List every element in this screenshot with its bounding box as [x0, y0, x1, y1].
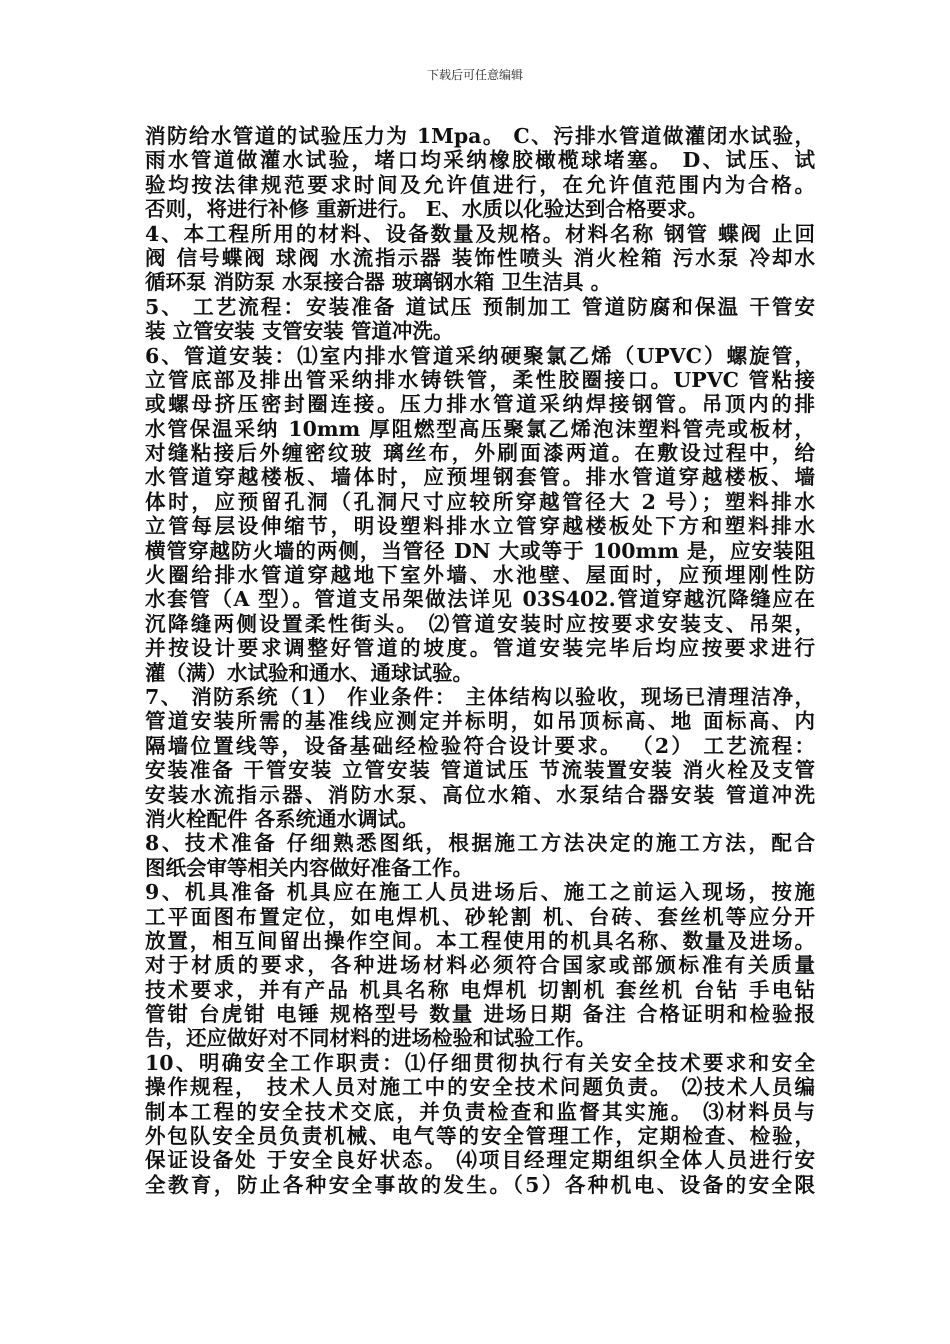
text-line: 装 立管安装 支管安装 管道冲洗。 [145, 319, 454, 344]
text-line: 工平面图布置定位，如电焊机、砂轮割 机、台砖、套丝机等应分开 [145, 904, 815, 929]
text-line: 7、 消防系统（1） 作业条件： 主体结构以验收，现场已清理洁净， [145, 684, 815, 709]
text-line: 告，还应做好对不同材料的进场检验和试验工作。 [145, 1026, 596, 1051]
text-line: 立管底部及排出管采纳排水铸铁管，柔性胶圈接口。UPVC 管粘接 [145, 367, 815, 392]
page-header: 下载后可任意编辑 [426, 68, 523, 82]
text-line: 雨水管道做灌水试验，堵口均采纳橡胶橄榄球堵塞。 D、试压、试 [145, 148, 815, 173]
text-line: 消火栓配件 各系统通水调试。 [145, 806, 419, 831]
text-line: 并按设计要求调整好管道的坡度。管道安装完毕后均应按要求进行 [145, 636, 815, 661]
text-line: 安装水流指示器、消防水泵、高位水箱、水泵结合器安装 管道冲洗 [145, 782, 815, 807]
text-line: 横管穿越防火墙的两侧，当管径 DN 大或等于 100mm 是，应安装阻 [145, 538, 815, 563]
text-line: 操作规程， 技术人员对施工中的安全技术问题负责。 ⑵技术人员编 [145, 1075, 815, 1100]
text-line: 阀 信号蝶阀 球阀 水流指示器 装饰性喷头 消火栓箱 污水泵 冷却水 [145, 245, 815, 270]
text-line: 对缝粘接后外缠密纹玻 璃丝布，外刷面漆两道。在敷设过程中，给 [145, 441, 815, 466]
text-line: 10、明确安全工作职责：⑴仔细贯彻执行有关安全技术要求和安全 [145, 1050, 815, 1075]
text-line: 水管道穿越楼板、墙体时，应预埋钢套管。排水管道穿越楼板、墙 [145, 465, 815, 490]
text-line: 保证设备处 于安全良好状态。 ⑷项目经理定期组织全体人员进行安 [145, 1148, 815, 1173]
text-line: 消防给水管道的试验压力为 1Mpa。 C、污排水管道做灌闭水试验， [145, 124, 815, 148]
text-line: 9、机具准备 机具应在施工人员进场后、施工之前运入现场，按施 [145, 880, 815, 905]
text-line: 制本工程的安全技术交底，并负责检查和监督其实施。 ⑶材料员与 [145, 1099, 815, 1124]
text-line: 水套管（A 型）。管道支吊架做法详见 03S402.管道穿越沉降缝应在 [145, 587, 815, 612]
text-line: 管钳 台虎钳 电锤 规格型号 数量 进场日期 备注 合格证明和检验报 [145, 1002, 815, 1027]
text-line: 放置，相互间留出操作空间。本工程使用的机具名称、数量及进场。 [145, 928, 815, 953]
text-line: 技术要求，并有产品 机具名称 电焊机 切割机 套丝机 台钻 手电钻 [145, 977, 815, 1002]
text-line: 隔墙位置线等，设备基础经检验符合设计要求。 （2） 工艺流程： [145, 733, 815, 758]
document-body [145, 124, 815, 1197]
text-line: 沉降缝两侧设置柔性街头。 ⑵管道安装时应按要求安装支、吊架， [145, 611, 815, 636]
text-line: 全教育，防止各种安全事故的发生。（5）各种机电、设备的安全限 [145, 1172, 815, 1197]
text-line: 火圈给排水管道穿越地下室外墙、水池壁、屋面时，应预埋刚性防 [145, 563, 815, 588]
text-line: 立管每层设伸缩节，明设塑料排水立管穿越楼板处下方和塑料排水 [145, 514, 815, 539]
text-line: 体时，应预留孔洞（孔洞尺寸应较所穿越管径大 2 号）；塑料排水 [145, 489, 815, 514]
text-line: 图纸会审等相关内容做好准备工作。 [145, 855, 473, 880]
text-line: 灌（满）水试验和通水、通球试验。 [145, 660, 473, 685]
text-line: 8、技术准备 仔细熟悉图纸，根据施工方法决定的施工方法，配合 [145, 831, 815, 856]
text-line: 6、管道安装：⑴室内排水管道采纳硬聚氯乙烯（UPVC）螺旋管， [145, 343, 815, 368]
text-line: 5、 工艺流程：安装准备 道试压 预制加工 管道防腐和保温 干管安 [145, 294, 815, 319]
text-line: 安装准备 干管安装 立管安装 管道试压 节流装置安装 消火栓及支管 [145, 758, 815, 783]
text-line: 水管保温采纳 10mm 厚阻燃型高压聚氯乙烯泡沫塑料管壳或板材， [145, 416, 815, 441]
text-line: 否则，将进行补修 重新进行。 E、水质以化验达到合格要求。 [145, 197, 708, 222]
text-line: 4、本工程所用的材料、设备数量及规格。材料名称 钢管 蝶阀 止回 [145, 221, 815, 246]
text-line: 循环泵 消防泵 水泵接合器 玻璃钢水箱 卫生洁具 。 [145, 270, 612, 295]
text-line: 外包队安全员负责机械、电气等的安全管理工作，定期检查、检验， [145, 1124, 815, 1149]
text-line: 对于材质的要求，各种进场材料必须符合国家或部颁标准有关质量 [145, 953, 815, 978]
text-line: 管道安装所需的基准线应测定并标明，如吊顶标高、地 面标高、内 [145, 709, 815, 734]
text-line: 验均按法律规范要求时间及允许值进行，在允许值范围内为合格。 [145, 172, 815, 197]
text-line: 或螺母挤压密封圈连接。压力排水管道采纳焊接钢管。吊顶内的排 [145, 392, 815, 417]
